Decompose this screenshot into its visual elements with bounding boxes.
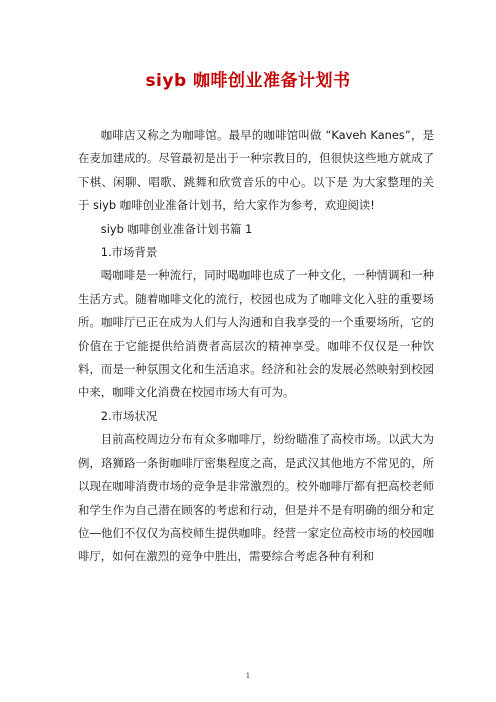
section-heading-market-background: 1.市场背景 xyxy=(100,245,158,260)
document-body xyxy=(78,124,434,569)
section-heading-plan-1: siyb 咖啡创业准备计划书篇 1 xyxy=(100,221,253,236)
page-number: 1 xyxy=(245,672,251,680)
intro-paragraph: 咖啡店又称之为咖啡馆。最早的咖啡馆叫做 “Kaveh Kanes”，是在麦加建成的。尽管最初是出于一种宗教目的，但很快这些地方就成了下棋、闲聊、唱歌、跳舞和欣赏音乐的中心。以下是 为大家整理的关于 siyb 咖啡创业准备计划书，给大家作为参考，欢迎阅读! xyxy=(78,128,434,213)
market-background-paragraph: 喝咖啡是一种流行，同时喝咖啡也成了一种文化，一种情调和一种生活方式。随着咖啡文化的流行，校园也成为了咖啡文化入驻的重要场所。咖啡厅已正在成为人们与人沟通和自我享受的一个重要场所，它的价值在于它能提供给消费者高层次的精神享受。咖啡不仅仅是一种饮料，而是一种氛围文化和生活追求。经济和社会的发展必然映射到校园中来，咖啡文化消费在校园市场大有可为。 xyxy=(78,268,434,400)
market-status-paragraph: 目前高校周边分布有众多咖啡厅，纷纷瞄准了高校市场。以武大为例，珞狮路一条街咖啡厅密集程度之高，是武汉其他地方不常见的，所以现在咖啡消费市场的竞争是非常激烈的。校外咖啡厅都有把高校老师和学生作为自己潜在顾客的考虑和行动，但是并不是有明确的细分和定位―他们不仅仅为高校师生提供咖啡。经营一家定位高校市场的校园咖啡厅，如何在激烈的竞争中胜出，需要综合考虑各种有利和 xyxy=(78,432,434,564)
section-heading-market-status: 2.市场状况 xyxy=(100,408,158,423)
document-title: siyb 咖啡创业准备计划书 xyxy=(145,71,351,91)
